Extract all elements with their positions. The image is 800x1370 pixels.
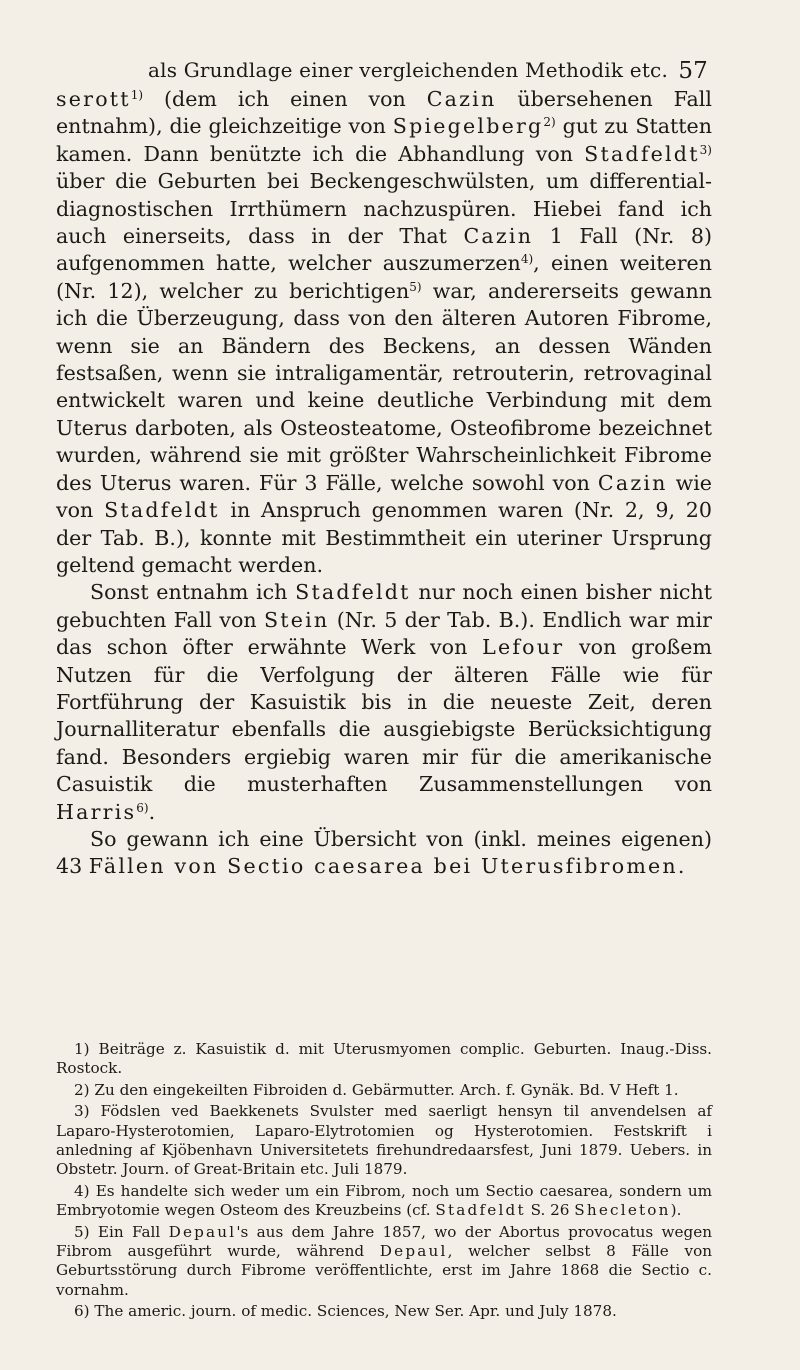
footnote-4 xyxy=(56,1182,712,1221)
footnote-text: Ein Fall xyxy=(97,1222,169,1241)
text-run: (Nr. 5 der Tab. B.). Endlich war mir das schon öfter erwähnte Werk von xyxy=(56,607,712,660)
footnote-ref: 3) xyxy=(699,142,712,157)
text-run: (dem ich einen von xyxy=(143,87,427,111)
page-number: 57 xyxy=(678,58,708,84)
footnote-number: 4) xyxy=(74,1181,90,1200)
text-run: wie von xyxy=(56,470,712,523)
footnote-ref: 5) xyxy=(409,279,422,294)
emphasized-phrase: Fällen von Sectio caesarea bei Uterusfibromen xyxy=(88,854,678,879)
main-text xyxy=(56,86,712,881)
author-name: Stadfeldt xyxy=(435,1201,526,1220)
text-run: über die Geburten bei Beckengeschwülsten, um differential-diagnostischen Irrthümern nachzuspüren. Hiebei fand ich auch einerseits, dass in der That xyxy=(56,169,712,249)
footnote-number: 6) xyxy=(74,1302,90,1321)
footnote-text: , welcher selbst 8 Fälle von Geburtsstörung durch Fibrome veröffentlichte, erst im Jahre 1868 die Sectio c. vornahm. xyxy=(56,1242,712,1299)
text-run: nur noch einen bisher nicht gebuchten Fall von xyxy=(56,580,712,632)
author-name: Stadfeldt xyxy=(295,580,411,605)
footnotes xyxy=(56,1040,712,1324)
footnote-number: 1) xyxy=(74,1040,90,1058)
text-run: . xyxy=(148,799,156,824)
author-name: Lefour xyxy=(482,635,565,660)
footnote-text: ). xyxy=(670,1201,682,1220)
footnote-text: Födslen ved Baekkenets Svulster med saerligt hensyn til anvendelsen af Laparo-Hysterotomien, Laparo-Elytrotomien og Hysterotomien. Festskrift i anledning af Kjöbenhavn Universitetets firehundredaarsfest, Juni 1879. Uebers. in Obstetr. Journ. of Great-Britain etc. Juli 1879. xyxy=(56,1102,713,1179)
author-name: Cazin xyxy=(597,470,668,495)
author-name: Depaul xyxy=(379,1242,448,1261)
footnote-text: S. 26 xyxy=(525,1201,575,1220)
footnote-ref: 1) xyxy=(130,88,144,102)
text-run: , einen weiteren (Nr. 12), welcher zu berichtigen xyxy=(56,251,712,303)
text-run: war, andererseits gewann ich die Überzeugung, dass von den älteren Autoren Fibrome, wenn sie an Bändern des Beckens, an dessen Wänden festsaßen, wenn sie intraligamentär, retrouterin, retrovaginal entwickelt waren und keine deutliche Verbindung mit dem Uterus darboten, als Osteosteatome, Osteofibrome bezeichnet wurden, während sie mit größter Wahrscheinlichkeit Fibrome des Uterus waren. Für 3 Fälle, welche sowohl von xyxy=(56,278,712,495)
text-run: So gewann ich eine Übersicht von (inkl. meines eigenen) 43 xyxy=(56,826,712,879)
author-name: Harris xyxy=(56,799,137,824)
text-run: übersehenen Fall entnahm), die gleichzeitige von xyxy=(56,87,712,139)
author-name: Spiegelberg xyxy=(392,114,544,139)
footnote-ref: 6) xyxy=(136,800,149,815)
footnote-2 xyxy=(56,1081,712,1100)
text-run: . xyxy=(677,854,685,879)
text-run: in Anspruch genommen waren (Nr. 2, 9, 20 der Tab. B.), konnte mit Bestimmtheit ein uteriner Ursprung geltend gemacht werden. xyxy=(56,498,712,577)
footnote-ref: 4) xyxy=(520,252,534,267)
footnote-text: Beiträge z. Kasuistik d. mit Uterusmyomen complic. Geburten. Inaug.-Diss. Rostock. xyxy=(56,1040,712,1078)
author-name: Cazin xyxy=(426,87,497,111)
running-title: als Grundlage einer vergleichenden Methodik etc. xyxy=(148,58,669,82)
footnote-5 xyxy=(56,1223,712,1301)
author-name: Stadfeldt xyxy=(104,498,220,523)
paragraph-3 xyxy=(56,826,712,881)
text-run: 1 Fall (Nr. 8) aufgenommen hatte, welcher auszumerzen xyxy=(56,224,712,276)
footnote-number: 2) xyxy=(74,1080,90,1099)
author-name: Shecleton xyxy=(574,1201,671,1220)
footnote-number: 5) xyxy=(74,1222,90,1241)
author-name: Depaul xyxy=(168,1222,237,1241)
text-run: von großem Nutzen für die Verfolgung der älteren Fälle wie für Fortführung der Kasuistik bis in die neueste Zeit, deren Journalliteratur ebenfalls die ausgiebigste Berücksichtigung fand. Besonders ergiebig waren mir für die amerikanische Casuistik die musterhaften Zusammenstellungen von xyxy=(56,635,712,797)
footnote-6 xyxy=(56,1302,712,1321)
footnote-3 xyxy=(56,1102,712,1180)
text-run: gut zu Statten kamen. Dann benützte ich die Abhandlung von xyxy=(56,114,712,166)
footnote-text: The americ. journ. of medic. Sciences, New Ser. Apr. und July 1878. xyxy=(94,1302,617,1321)
footnote-number: 3) xyxy=(74,1102,90,1121)
author-name: serott xyxy=(56,87,131,111)
footnote-text: Es handelte sich weder um ein Fibrom, noch um Sectio caesarea, sondern um Embryotomie wegen Osteom des Kreuzbeins (cf. xyxy=(56,1181,712,1220)
author-name: Stadfeldt xyxy=(584,141,700,166)
footnote-1 xyxy=(56,1040,712,1079)
paragraph-2 xyxy=(56,579,712,826)
author-name: Cazin xyxy=(463,224,534,249)
footnote-ref: 2) xyxy=(543,115,556,130)
author-name: Stein xyxy=(263,607,330,632)
footnote-text: 's aus dem Jahre 1857, wo der Abortus provocatus wegen Fibrom ausgeführt wurde, während xyxy=(56,1222,713,1261)
paragraph-1 xyxy=(56,86,712,579)
footnote-text: Zu den eingekeilten Fibroiden d. Gebärmutter. Arch. f. Gynäk. Bd. V Heft 1. xyxy=(94,1080,679,1099)
text-run: Sonst entnahm ich xyxy=(90,580,296,605)
